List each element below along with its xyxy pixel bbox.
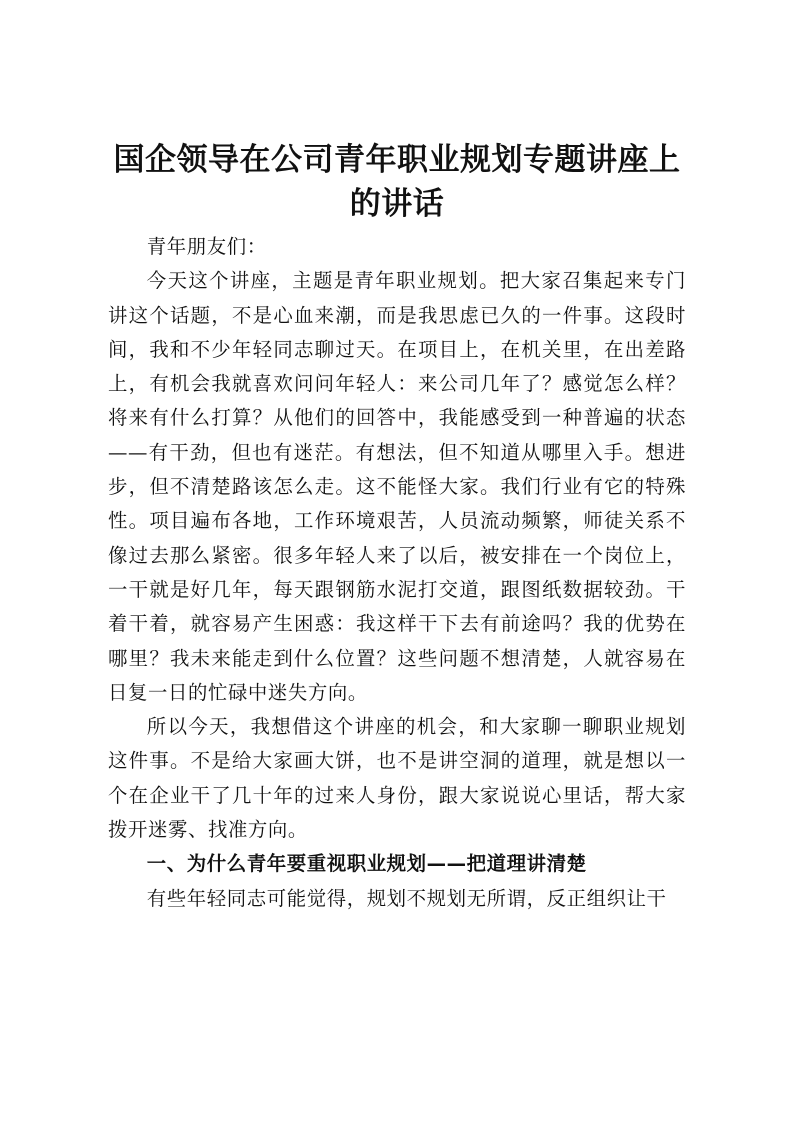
document-title: 国企领导在公司青年职业规划专题讲座上的讲话 (113, 142, 681, 222)
section-heading-1: 一、为什么青年要重视职业规划——把道理讲清楚 (146, 852, 587, 876)
document-page (108, 138, 686, 916)
body-paragraph-2: 所以今天，我想借这个讲座的机会，和大家聊一聊职业规划这件事。不是给大家画大饼，也不是讲空洞的道理，就是想以一个在企业干了几十年的过来人身份，跟大家说说心里话，帮大家拨开迷雾、找准方向。 (108, 715, 686, 842)
body-paragraph-3: 有些年轻同志可能觉得，规划不规划无所谓，反正组织让干 (146, 886, 667, 910)
body-paragraph-1: 今天这个讲座，主题是青年职业规划。把大家召集起来专门讲这个话题，不是心血来潮，而是我思虑已久的一件事。这段时间，我和不少年轻同志聊过天。在项目上，在机关里，在出差路上，有机会我就喜欢问问年轻人：来公司几年了？感觉怎么样？将来有什么打算？从他们的回答中，我能感受到一种普遍的状态——有干劲，但也有迷茫。有想法，但不知道从哪里入手。想进步，但不清楚路该怎么走。这不能怪大家。我们行业有它的特殊性。项目遍布各地，工作环境艰苦，人员流动频繁，师徒关系不像过去那么紧密。很多年轻人来了以后，被安排在一个岗位上，一干就是好几年，每天跟钢筋水泥打交道，跟图纸数据较劲。干着干着，就容易产生困惑：我这样干下去有前途吗？我的优势在哪里？我未来能走到什么位置？这些问题不想清楚，人就容易在日复一日的忙碌中迷失方向。 (108, 269, 686, 704)
salutation: 青年朋友们： (146, 235, 267, 258)
